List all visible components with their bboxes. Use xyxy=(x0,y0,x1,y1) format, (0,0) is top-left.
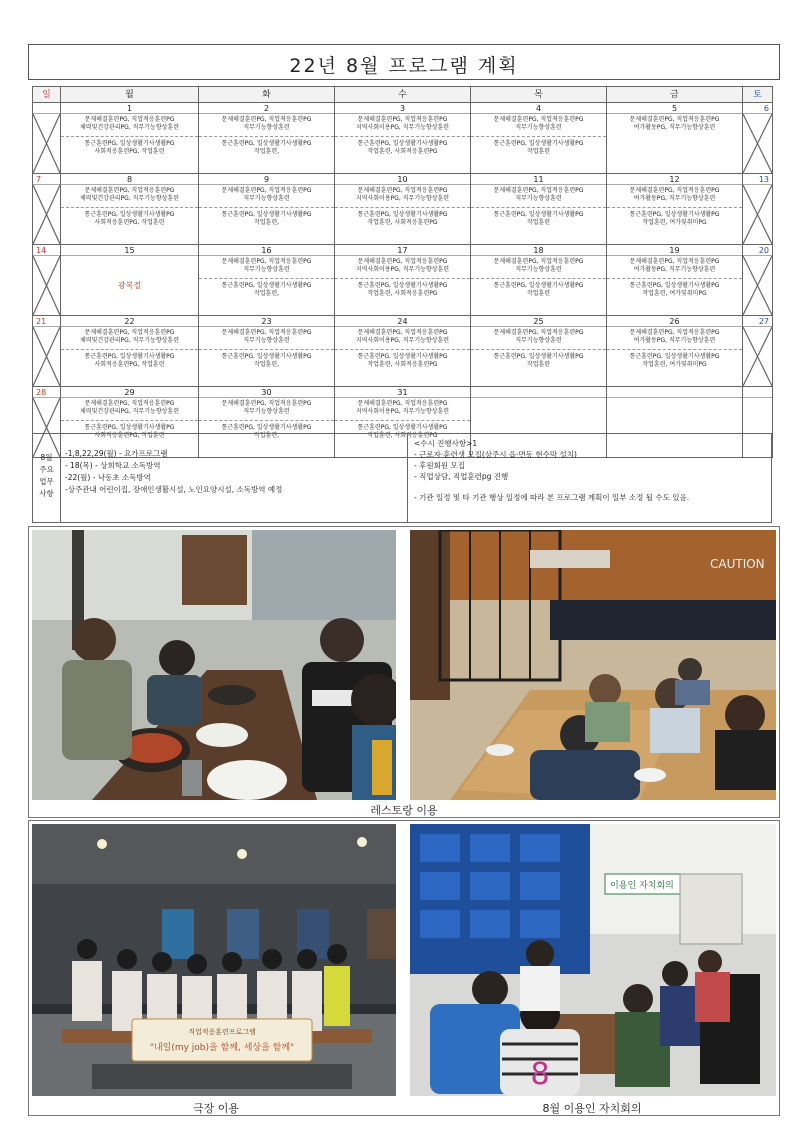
no-program-mark xyxy=(33,114,60,173)
ongoing-item: - 후원회원 모집 xyxy=(414,461,465,470)
program-line: 작업훈련, 사회적응훈련PG xyxy=(367,219,438,226)
program-afternoon xyxy=(199,136,334,156)
program-morning xyxy=(199,256,334,274)
program-line: 작업훈련, xyxy=(253,290,280,297)
task-item: - 18(목) - 상희학교 소독방역 xyxy=(65,461,161,470)
program-line: 문제해결훈련PG, 직업적응훈련PG xyxy=(629,329,720,336)
program-line: 문제해결훈련PG, 직업적응훈련PG xyxy=(493,187,584,194)
weekday-mon: 월 xyxy=(61,87,199,103)
weekday-header-row xyxy=(33,87,773,103)
program-line: 통근훈련PG, 일상생활기사생활PG xyxy=(493,140,584,147)
calendar-week-row xyxy=(33,174,773,245)
program-line: 지역사회이용PG, 직무기능향상훈련 xyxy=(355,124,450,131)
program-line: 문제해결훈련PG, 직업적응훈련PG xyxy=(357,400,448,407)
date-number: 30 xyxy=(199,387,334,398)
no-program-mark xyxy=(743,327,772,386)
program-afternoon xyxy=(335,349,470,369)
saturday-cell xyxy=(743,174,773,245)
program-line: 통근훈련PG, 일상생활기사생활PG xyxy=(493,353,584,360)
program-line: 작업훈련 xyxy=(526,290,551,297)
program-line: 작업훈련 xyxy=(526,361,551,368)
program-line: 체력및건강관리PG, 직무기능향상훈련 xyxy=(79,337,180,344)
program-line: 통근훈련PG, 일상생활기사생활PG xyxy=(493,211,584,218)
date-number: 7 xyxy=(33,174,60,185)
program-line: 문제해결훈련PG, 직업적응훈련PG xyxy=(221,258,312,265)
date-number: 19 xyxy=(607,245,742,256)
day-cell xyxy=(335,316,471,387)
notes-label-line: 주요 xyxy=(39,465,54,474)
program-line: 직무기능향상훈련 xyxy=(515,124,562,131)
saturday-cell xyxy=(743,316,773,387)
date-number: 28 xyxy=(33,387,60,398)
program-morning xyxy=(199,327,334,345)
holiday-label: 광복절 xyxy=(117,281,142,290)
notes-label-line: 8월 xyxy=(40,453,53,462)
program-line: 지역사회이용PG, 직무기능향상훈련 xyxy=(355,408,450,415)
program-line: 문제해결훈련PG, 직업적응훈련PG xyxy=(84,329,175,336)
day-cell xyxy=(471,316,607,387)
weekday-tue: 화 xyxy=(199,87,335,103)
date-number: 10 xyxy=(335,174,470,185)
banner-line2: "내일(my job)을 함께, 세상을 함께" xyxy=(149,1043,295,1053)
program-line: 작업훈련, xyxy=(253,148,280,155)
program-line: 통근훈련PG, 일상생활기사생활PG xyxy=(221,140,312,147)
day-cell xyxy=(471,103,607,174)
program-morning xyxy=(61,327,198,345)
program-afternoon xyxy=(61,207,198,227)
ongoing-item: - 직업상담, 직업훈련pg 진행 xyxy=(414,472,509,481)
program-afternoon xyxy=(607,278,742,298)
day-cell xyxy=(61,245,199,316)
program-line: 문제해결훈련PG, 직업적응훈련PG xyxy=(357,187,448,194)
program-line: 문제해결훈련PG, 직업적응훈련PG xyxy=(493,258,584,265)
program-morning xyxy=(335,398,470,416)
program-line: 문제해결훈련PG, 직업적응훈련PG xyxy=(493,116,584,123)
date-number: 6 xyxy=(743,103,772,114)
no-program-mark xyxy=(743,256,772,315)
program-morning xyxy=(471,114,606,132)
program-line: 직무기능향상훈련 xyxy=(515,266,562,273)
program-morning xyxy=(61,398,198,416)
calendar-week-row xyxy=(33,103,773,174)
program-line: 직무기능향상훈련 xyxy=(243,337,290,344)
program-afternoon xyxy=(199,207,334,227)
program-line: 사회적응훈련PG, 작업훈련 xyxy=(94,219,165,226)
date-number: 22 xyxy=(61,316,198,327)
program-afternoon xyxy=(199,278,334,298)
program-afternoon xyxy=(335,207,470,227)
program-afternoon xyxy=(61,136,198,156)
no-program-mark xyxy=(33,256,60,315)
program-morning xyxy=(607,185,742,203)
caption-theater: 극장 이용 xyxy=(192,1102,239,1115)
program-line: 통근훈련PG, 일상생활기사생활PG xyxy=(84,140,175,147)
program-line: 작업훈련, 사회적응훈련PG xyxy=(367,290,438,297)
sunday-cell xyxy=(33,103,61,174)
date-number: 24 xyxy=(335,316,470,327)
program-morning xyxy=(335,327,470,345)
task-item: -상주관내 어린이집, 장애인생활시설, 노인요양시설, 소독방역 예정 xyxy=(65,485,283,494)
program-line: 체력및건강관리PG, 직무기능향상훈련 xyxy=(79,408,180,415)
program-line: 작업훈련, 여가및취미PG xyxy=(642,219,707,226)
program-morning xyxy=(471,185,606,203)
program-line: 문제해결훈련PG, 직업적응훈련PG xyxy=(493,329,584,336)
program-line: 통근훈련PG, 일상생활기사생활PG xyxy=(629,211,720,218)
date-number: 1 xyxy=(61,103,198,114)
program-afternoon xyxy=(335,278,470,298)
program-line: 통근훈련PG, 일상생활기사생활PG xyxy=(84,353,175,360)
program-morning xyxy=(199,185,334,203)
date-number: 31 xyxy=(335,387,470,398)
program-line: 통근훈련PG, 일상생활기사생활PG xyxy=(357,424,448,431)
program-line: 통근훈련PG, 일상생활기사생활PG xyxy=(84,424,175,431)
day-cell xyxy=(335,103,471,174)
sunday-cell xyxy=(33,174,61,245)
program-morning xyxy=(607,114,742,132)
program-morning xyxy=(335,114,470,132)
program-line: 직무기능향상훈련 xyxy=(515,337,562,344)
program-line: 통근훈련PG, 일상생활기사생활PG xyxy=(357,353,448,360)
program-line: 작업훈련, 여가및취미PG xyxy=(642,290,707,297)
program-line: 작업훈련 xyxy=(526,148,551,155)
no-program-mark xyxy=(743,114,772,173)
calendar-week-row xyxy=(33,245,773,316)
theater-photo xyxy=(32,824,396,1096)
date-number: 17 xyxy=(335,245,470,256)
day-cell xyxy=(199,245,335,316)
date-number: 8 xyxy=(61,174,198,185)
program-morning xyxy=(471,256,606,274)
task-item: -1,8,22,29(월) - 요가프로그램 xyxy=(65,449,168,458)
ongoing-title: <수시 진행사항>1 xyxy=(414,439,478,448)
program-line: 여가활동PG, 직무기능향상훈련 xyxy=(633,195,716,202)
caption-meeting: 8월 이용인 자치회의 xyxy=(542,1102,642,1115)
program-line: 문제해결훈련PG, 직업적응훈련PG xyxy=(629,187,720,194)
program-afternoon xyxy=(471,207,606,227)
program-line: 작업훈련, 여가및취미PG xyxy=(642,361,707,368)
date-number: 13 xyxy=(743,174,772,185)
program-afternoon xyxy=(199,349,334,369)
program-line: 통근훈련PG, 일상생활기사생활PG xyxy=(629,353,720,360)
page-title: 22년 8월 프로그램 계획 xyxy=(289,55,519,77)
program-line: 지역사회이용PG, 직무기능향상훈련 xyxy=(355,337,450,344)
day-cell xyxy=(199,316,335,387)
program-line: 통근훈련PG, 일상생활기사생활PG xyxy=(357,140,448,147)
date-number: 5 xyxy=(607,103,742,114)
program-morning xyxy=(61,114,198,132)
day-cell xyxy=(607,103,743,174)
program-line: 문제해결훈련PG, 직업적응훈련PG xyxy=(84,187,175,194)
date-number: 12 xyxy=(607,174,742,185)
title-box xyxy=(28,44,780,80)
date-number: 3 xyxy=(335,103,470,114)
saturday-cell xyxy=(743,103,773,174)
program-line: 통근훈련PG, 일상생활기사생활PG xyxy=(357,211,448,218)
date-number: 21 xyxy=(33,316,60,327)
calendar-week-row xyxy=(33,316,773,387)
ongoing-item: - 근로자·훈련생 모집(상주시 읍·면동 현수막 설치) xyxy=(414,450,577,459)
program-line: 통근훈련PG, 일상생활기사생활PG xyxy=(629,282,720,289)
program-line: 직무기능향상훈련 xyxy=(243,408,290,415)
program-line: 문제해결훈련PG, 직업적응훈련PG xyxy=(84,400,175,407)
program-morning xyxy=(335,256,470,274)
disclaimer: - 기관 일정 및 타 기관 행상 일정에 따라 본 프로그램 계획이 일부 소정 될 수도 있음. xyxy=(414,493,690,502)
program-line: 문제해결훈련PG, 직업적응훈련PG xyxy=(357,116,448,123)
program-line: 체력및건강관리PG, 직무기능향상훈련 xyxy=(79,124,180,131)
task-item: -22(월) - 낙동초 소독방역 xyxy=(65,473,151,482)
date-number xyxy=(471,387,606,398)
day-cell xyxy=(61,316,199,387)
meeting-sign-text: 이용인 자치회의 xyxy=(610,881,674,891)
restaurant-photo-left xyxy=(32,530,396,800)
date-number: 23 xyxy=(199,316,334,327)
day-cell xyxy=(335,245,471,316)
program-line: 지역사회이용PG, 직무기능향상훈련 xyxy=(355,195,450,202)
program-line: 통근훈련PG, 일상생활기사생활PG xyxy=(221,282,312,289)
date-number: 14 xyxy=(33,245,60,256)
program-line: 통근훈련PG, 일상생활기사생활PG xyxy=(221,211,312,218)
no-program-mark xyxy=(33,185,60,244)
saturday-cell xyxy=(743,245,773,316)
program-afternoon xyxy=(471,136,606,156)
program-line: 통근훈련PG, 일상생활기사생활PG xyxy=(221,424,312,431)
program-line: 작업훈련, 사회적응훈련PG xyxy=(367,361,438,368)
program-line: 통근훈련PG, 일상생활기사생활PG xyxy=(84,211,175,218)
date-number xyxy=(607,387,742,398)
no-program-mark xyxy=(743,185,772,244)
date-number: 15 xyxy=(61,245,198,256)
day-cell xyxy=(471,174,607,245)
notes-label xyxy=(33,434,61,522)
date-number: 11 xyxy=(471,174,606,185)
notes-label-line: 사항 xyxy=(39,489,54,498)
program-line: 통근훈련PG, 일상생활기사생활PG xyxy=(221,353,312,360)
date-number: 29 xyxy=(61,387,198,398)
meeting-photo xyxy=(410,824,776,1096)
day-cell xyxy=(607,316,743,387)
date-number: 4 xyxy=(471,103,606,114)
program-morning xyxy=(335,185,470,203)
program-line: 문제해결훈련PG, 직업적응훈련PG xyxy=(629,116,720,123)
weekday-sat: 토 xyxy=(743,87,773,103)
weekday-wed: 수 xyxy=(335,87,471,103)
weekday-fri: 금 xyxy=(607,87,743,103)
program-line: 문제해결훈련PG, 직업적응훈련PG xyxy=(629,258,720,265)
day-cell xyxy=(607,174,743,245)
date-number xyxy=(33,103,60,114)
program-line: 문제해결훈련PG, 직업적응훈련PG xyxy=(84,116,175,123)
program-line: 문제해결훈련PG, 직업적응훈련PG xyxy=(221,329,312,336)
program-morning xyxy=(199,398,334,416)
program-line: 직무기능향상훈련 xyxy=(243,124,290,131)
program-line: 사회적응훈련PG, 작업훈련 xyxy=(94,361,165,368)
day-cell xyxy=(199,174,335,245)
date-number: 25 xyxy=(471,316,606,327)
monthly-tasks xyxy=(65,448,405,496)
sunday-cell xyxy=(33,316,61,387)
program-line: 작업훈련, 사회적응훈련PG xyxy=(367,432,438,439)
program-line: 직무기능향상훈련 xyxy=(515,195,562,202)
program-line: 지역사회이용PG, 직무기능향상훈련 xyxy=(355,266,450,273)
date-number: 16 xyxy=(199,245,334,256)
program-afternoon xyxy=(335,136,470,156)
date-number: 9 xyxy=(199,174,334,185)
program-line: 문제해결훈련PG, 직업적응훈련PG xyxy=(221,187,312,194)
day-cell xyxy=(199,103,335,174)
banner-line1: 직업적응훈련프로그램 xyxy=(188,1028,256,1036)
program-line: 작업훈련, 사회적응훈련PG xyxy=(367,148,438,155)
document-page xyxy=(28,44,780,1116)
program-line: 사회적응훈련PG, 작업훈련 xyxy=(94,148,165,155)
restaurant-photo-right xyxy=(410,530,776,800)
shirt-number: 8 xyxy=(530,1057,550,1092)
program-line: 작업훈련, xyxy=(253,432,280,439)
program-line: 통근훈련PG, 일상생활기사생활PG xyxy=(357,282,448,289)
day-cell xyxy=(471,245,607,316)
program-morning xyxy=(471,327,606,345)
program-line: 체력및건강관리PG, 직무기능향상훈련 xyxy=(79,195,180,202)
program-line: 통근훈련PG, 일상생활기사생활PG xyxy=(493,282,584,289)
date-number: 2 xyxy=(199,103,334,114)
program-morning xyxy=(607,256,742,274)
date-number xyxy=(743,387,772,398)
program-line: 직무기능향상훈련 xyxy=(243,266,290,273)
date-number: 26 xyxy=(607,316,742,327)
day-cell xyxy=(61,103,199,174)
no-program-mark xyxy=(33,327,60,386)
program-afternoon xyxy=(471,278,606,298)
program-line: 여가활동PG, 직무기능향상훈련 xyxy=(633,266,716,273)
program-line: 문제해결훈련PG, 직업적응훈련PG xyxy=(357,329,448,336)
sunday-cell xyxy=(33,245,61,316)
weekday-sun: 일 xyxy=(33,87,61,103)
day-cell xyxy=(61,174,199,245)
ongoing-tasks xyxy=(407,434,771,522)
program-line: 문제해결훈련PG, 직업적응훈련PG xyxy=(221,116,312,123)
program-line: 문제해결훈련PG, 직업적응훈련PG xyxy=(221,400,312,407)
program-line: 작업훈련, xyxy=(253,219,280,226)
program-morning xyxy=(607,327,742,345)
cafe-sign-text: CAUTION xyxy=(710,557,765,571)
program-line: 사회적응훈련PG, 작업훈련 xyxy=(94,432,165,439)
program-line: 작업훈련 xyxy=(526,219,551,226)
calendar-table xyxy=(32,86,773,458)
day-cell xyxy=(607,245,743,316)
date-number: 20 xyxy=(743,245,772,256)
program-line: 작업훈련, xyxy=(253,361,280,368)
date-number: 27 xyxy=(743,316,772,327)
program-afternoon xyxy=(607,207,742,227)
program-afternoon xyxy=(61,349,198,369)
program-line: 직무기능향상훈련 xyxy=(243,195,290,202)
program-afternoon xyxy=(607,349,742,369)
weekday-thu: 목 xyxy=(471,87,607,103)
program-line: 여가활동PG, 직무기능향상훈련 xyxy=(633,124,716,131)
program-morning xyxy=(199,114,334,132)
program-line: 여가활동PG, 직무기능향상훈련 xyxy=(633,337,716,344)
program-line: 문제해결훈련PG, 직업적응훈련PG xyxy=(357,258,448,265)
day-cell xyxy=(335,174,471,245)
date-number: 18 xyxy=(471,245,606,256)
program-afternoon xyxy=(471,349,606,369)
caption-restaurant: 레스토랑 이용 xyxy=(370,804,438,817)
notes-label-line: 업무 xyxy=(39,477,54,486)
notes-box xyxy=(32,433,772,523)
program-morning xyxy=(61,185,198,203)
